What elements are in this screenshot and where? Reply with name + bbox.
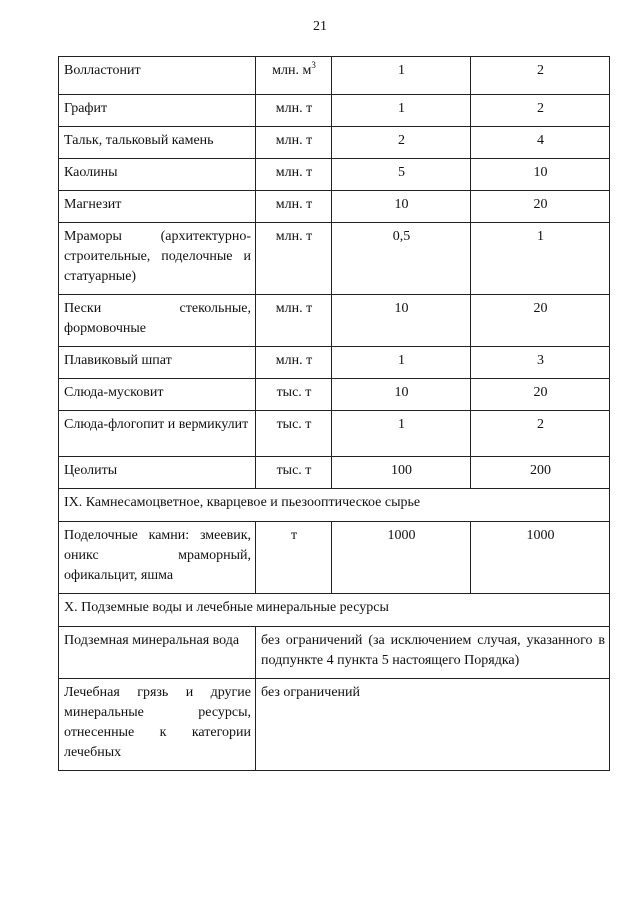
unit-text: млн. т <box>275 229 313 244</box>
table-row <box>59 95 610 127</box>
resource-name: Графит <box>59 95 256 127</box>
table-row <box>59 191 610 223</box>
resource-name: Лечебная грязь и другие минеральные ресурсы, отнесенные к категории лечебных <box>59 679 256 771</box>
value-2: 3 <box>471 347 610 379</box>
page-number: 21 <box>313 19 327 34</box>
resource-name: Цеолиты <box>59 457 256 489</box>
unit-cell <box>256 411 332 457</box>
unit-superscript: 3 <box>311 60 316 70</box>
value-2: 10 <box>471 159 610 191</box>
value-1: 1000 <box>332 522 471 594</box>
table-row <box>59 57 610 95</box>
unit-text: т <box>290 528 298 543</box>
resource-name: Слюда-мусковит <box>59 379 256 411</box>
unit-cell <box>256 223 332 295</box>
section-row <box>59 594 610 627</box>
table-row <box>59 379 610 411</box>
unit-cell <box>256 379 332 411</box>
unit-cell <box>256 347 332 379</box>
value-2: 200 <box>471 457 610 489</box>
table-row <box>59 347 610 379</box>
section-row <box>59 489 610 522</box>
section-heading: IX. Камнесамоцветное, кварцевое и пьезооптическое сырье <box>59 489 610 522</box>
value-1: 1 <box>332 411 471 457</box>
unit-text: тыс. т <box>276 417 312 432</box>
value-2: 1 <box>471 223 610 295</box>
unit-cell <box>256 295 332 347</box>
table-row <box>59 679 610 771</box>
table-row <box>59 223 610 295</box>
unit-text: тыс. т <box>276 463 312 478</box>
unit-text: млн. т <box>275 197 313 212</box>
unit-text: млн. т <box>275 165 313 180</box>
unit-text: млн. т <box>275 301 313 316</box>
resource-name: Волластонит <box>59 57 256 95</box>
unit-cell <box>256 522 332 594</box>
value-2: 20 <box>471 379 610 411</box>
limit-text: без ограничений (за исключением случая, указанного в подпункте 4 пункта 5 настоящего Порядка) <box>256 627 610 679</box>
table-row <box>59 295 610 347</box>
table-row <box>59 627 610 679</box>
table-row <box>59 522 610 594</box>
section-heading: X. Подземные воды и лечебные минеральные ресурсы <box>59 594 610 627</box>
value-1: 1 <box>332 347 471 379</box>
unit-text: млн. т <box>275 101 313 116</box>
table-row <box>59 457 610 489</box>
resource-name: Поделочные камни: змеевик, оникс мраморный, офикальцит, яшма <box>59 522 256 594</box>
value-1: 5 <box>332 159 471 191</box>
resource-name: Мраморы (архитектурно-строительные, поделочные и статуарные) <box>59 223 256 295</box>
value-2: 20 <box>471 191 610 223</box>
unit-text: тыс. т <box>276 385 312 400</box>
value-1: 10 <box>332 191 471 223</box>
resource-name: Слюда-флогопит и вермикулит <box>59 411 256 457</box>
table-row <box>59 127 610 159</box>
unit-cell <box>256 191 332 223</box>
resource-name: Плавиковый шпат <box>59 347 256 379</box>
resource-name: Магнезит <box>59 191 256 223</box>
unit-cell <box>256 95 332 127</box>
value-2: 4 <box>471 127 610 159</box>
value-1: 1 <box>332 95 471 127</box>
resource-name: Каолины <box>59 159 256 191</box>
value-2: 2 <box>471 411 610 457</box>
value-1: 2 <box>332 127 471 159</box>
unit-cell <box>256 457 332 489</box>
unit-cell <box>256 127 332 159</box>
unit-cell <box>256 159 332 191</box>
value-2: 2 <box>471 57 610 95</box>
unit-text: млн. т <box>275 133 313 148</box>
value-1: 100 <box>332 457 471 489</box>
limit-text: без ограничений <box>256 679 610 771</box>
resources-table <box>58 56 610 771</box>
value-2: 2 <box>471 95 610 127</box>
value-1: 10 <box>332 379 471 411</box>
value-2: 1000 <box>471 522 610 594</box>
table-row <box>59 159 610 191</box>
unit-text: млн. м <box>272 63 312 78</box>
resource-name: Пески стекольные, формовочные <box>59 295 256 347</box>
resource-name: Подземная минеральная вода <box>59 627 256 679</box>
value-1: 1 <box>332 57 471 95</box>
unit-text: млн. т <box>275 353 313 368</box>
unit-cell <box>256 57 332 95</box>
table-row <box>59 411 610 457</box>
resource-name: Тальк, тальковый камень <box>59 127 256 159</box>
value-1: 0,5 <box>332 223 471 295</box>
value-2: 20 <box>471 295 610 347</box>
value-1: 10 <box>332 295 471 347</box>
